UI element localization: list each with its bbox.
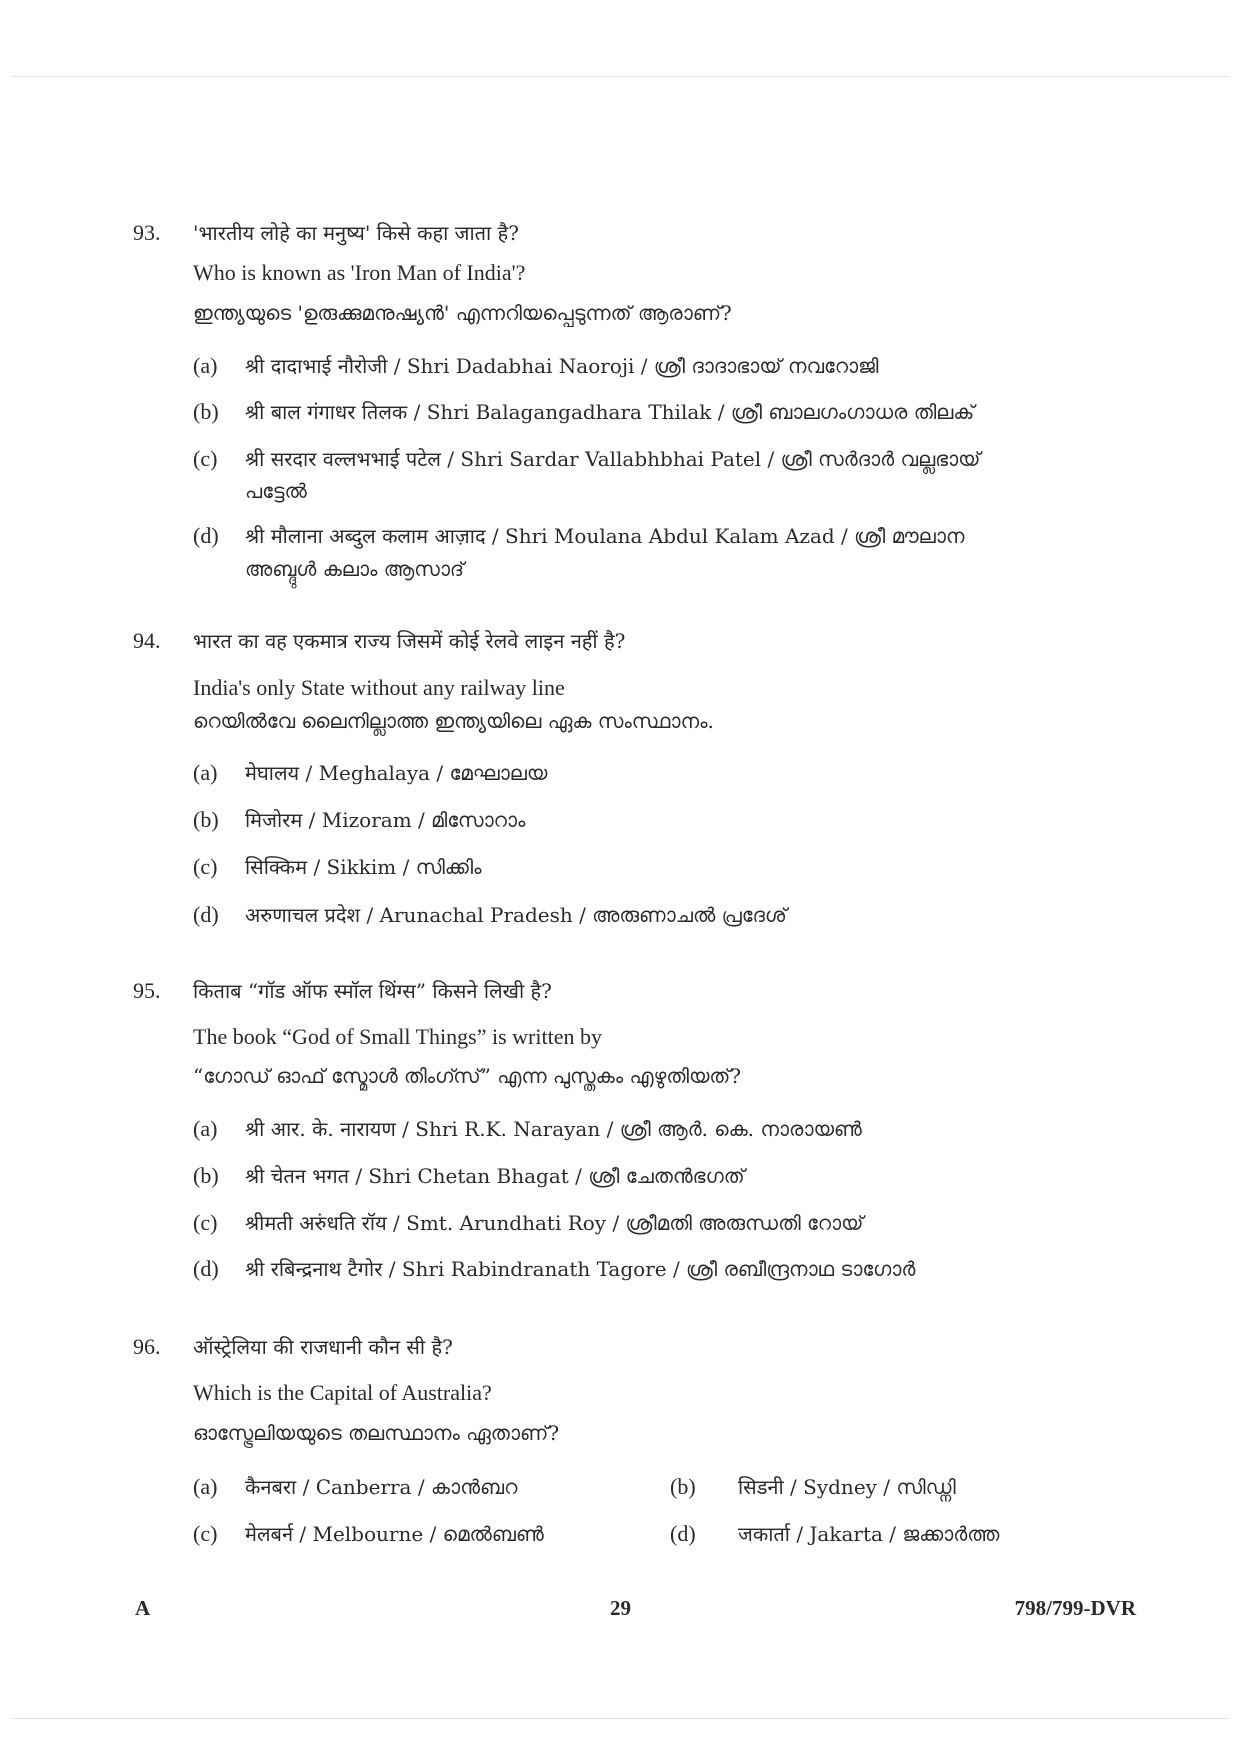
option-text: सिक्किम / Sikkim / സിക്കിം (245, 855, 482, 879)
option-label: (c) (193, 854, 218, 879)
question-hindi: ऑस्ट्रेलिया की राजधानी कौन सी है? (193, 1335, 453, 1359)
option-label: (d) (193, 902, 219, 927)
option-label: (b) (193, 1163, 219, 1188)
option-label: (a) (193, 1116, 218, 1141)
option-label: (a) (193, 760, 218, 785)
option-label: (b) (670, 1474, 696, 1499)
option-label: (a) (193, 1474, 218, 1499)
paper-code: 798/799-DVR (1014, 1596, 1136, 1620)
option-label: (b) (193, 807, 219, 832)
option-text: जकार्ता / Jakarta / ജക്കാർത്ത (738, 1522, 1000, 1546)
question-english: The book “God of Small Things” is written by (193, 1024, 602, 1049)
top-rule (12, 76, 1229, 77)
page-number: 29 (610, 1596, 631, 1620)
option-text: श्री दादाभाई नौरोजी / Shri Dadabhai Naoroji / ശ്രീ ദാദാഭായ് നവറോജി (245, 354, 879, 378)
option-label: (d) (193, 523, 219, 548)
option-text: सिडनी / Sydney / സിഡ്നി (738, 1475, 956, 1499)
question-english: Which is the Capital of Australia? (193, 1380, 492, 1405)
question-number: 96. (133, 1334, 161, 1359)
option-text: श्री मौलाना अब्दुल कलाम आज़ाद / Shri Moulana Abdul Kalam Azad / ശ്രീ മൗലാന (245, 524, 965, 548)
question-number: 94. (133, 628, 161, 653)
question-hindi: 'भारतीय लोहे का मनुष्य' किसे कहा जाता है? (193, 221, 519, 245)
option-text-continued: പട്ടേൽ (245, 479, 307, 503)
option-text: मेघालय / Meghalaya / മേഘാലയ (245, 761, 548, 785)
option-label: (d) (670, 1521, 696, 1546)
bottom-rule (12, 1718, 1229, 1719)
question-hindi: भारत का वह एकमात्र राज्य जिसमें कोई रेलवे लाइन नहीं है? (193, 629, 626, 653)
option-text: श्रीमती अरुंधति रॉय / Smt. Arundhati Roy / ശ്രീമതി അരുന്ധതി റോയ് (245, 1211, 864, 1235)
option-text: श्री सरदार वल्लभभाई पटेल / Shri Sardar Vallabhbhai Patel / ശ്രീ സർദാർ വല്ലഭായ് (245, 447, 981, 471)
option-text-continued: അബ്ദുൾ കലാം ആസാദ് (245, 557, 465, 581)
question-malayalam: “ഗോഡ് ഓഫ് സ്മോൾ തിംഗ്സ്” എന്ന പുസ്തകം എഴുതിയത്? (193, 1064, 741, 1088)
question-malayalam: റെയിൽവേ ലൈനില്ലാത്ത ഇന്ത്യയിലെ ഏക സംസ്ഥാനം. (193, 709, 714, 733)
question-malayalam: ഓസ്ട്രേലിയയുടെ തലസ്ഥാനം ഏതാണ്? (193, 1421, 560, 1445)
option-text: श्री आर. के. नारायण / Shri R.K. Narayan / ശ്രീ ആർ. കെ. നാരായൺ (245, 1117, 862, 1141)
option-text: मिजोरम / Mizoram / മിസോറാം (245, 808, 526, 832)
option-text: श्री चेतन भगत / Shri Chetan Bhagat / ശ്രീ ചേതൻഭഗത് (245, 1164, 745, 1188)
option-text: श्री रबिन्द्रनाथ टैगोर / Shri Rabindranath Tagore / ശ്രീ രബീന്ദ്രനാഥ ടാഗോർ (245, 1257, 916, 1281)
option-label: (a) (193, 353, 218, 378)
option-label: (d) (193, 1256, 219, 1281)
option-text: अरुणाचल प्रदेश / Arunachal Pradesh / അരുണാചൽ പ്രദേശ് (245, 903, 787, 927)
question-english: Who is known as 'Iron Man of India'? (193, 260, 526, 285)
option-text: कैनबरा / Canberra / കാൻബറ (245, 1475, 518, 1499)
question-malayalam: ഇന്ത്യയുടെ 'ഉരുക്കുമനുഷ്യൻ' എന്നറിയപ്പെടുന്നത് ആരാണ്? (193, 301, 732, 325)
option-label: (c) (193, 1210, 218, 1235)
option-label: (b) (193, 399, 219, 424)
question-number: 93. (133, 220, 161, 245)
question-number: 95. (133, 978, 161, 1003)
series-code: A (135, 1596, 151, 1620)
question-hindi: किताब “गॉड ऑफ स्मॉल थिंग्स” किसने लिखी है? (193, 979, 552, 1003)
option-text: मेलबर्न / Melbourne / മെൽബൺ (245, 1522, 544, 1546)
option-text: श्री बाल गंगाधर तिलक / Shri Balagangadhara Thilak / ശ്രീ ബാലഗംഗാധര തിലക് (245, 400, 975, 424)
question-english: India's only State without any railway line (193, 675, 565, 700)
option-label: (c) (193, 1521, 218, 1546)
option-label: (c) (193, 446, 218, 471)
